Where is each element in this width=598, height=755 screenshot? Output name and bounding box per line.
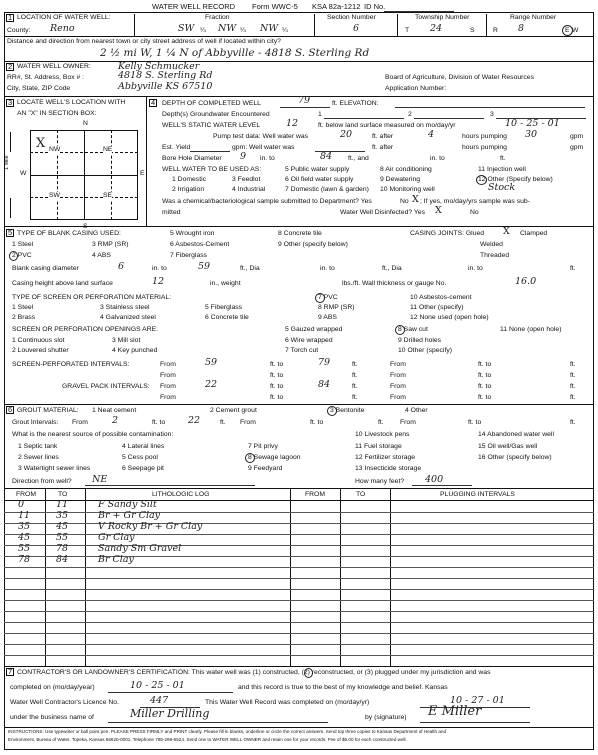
log-from: 78	[18, 554, 31, 565]
casing-height: 12	[152, 276, 165, 287]
township-label: Township Number	[415, 14, 470, 21]
use-8: 8 Air conditioning	[380, 166, 432, 173]
grout-title: GROUT MATERIAL:	[17, 407, 79, 414]
openings-title: SCREEN OR PERFORATION OPENINGS ARE:	[12, 326, 159, 333]
pump-test-label: Pump test data: Well water was	[213, 133, 309, 140]
city-value: Abbyville KS 67510	[118, 81, 213, 92]
depth-label: DEPTH OF COMPLETED WELL	[162, 100, 261, 107]
pump-value: 20	[340, 129, 353, 140]
county-label: County:	[7, 27, 31, 34]
casing-diameter: 6	[118, 261, 125, 272]
casing-title: TYPE OF BLANK CASING USED:	[17, 230, 121, 237]
range-label: Range Number	[510, 14, 557, 21]
grid-west: W	[20, 170, 27, 177]
section-7-number: 7	[8, 667, 13, 676]
fraction-label: Fraction	[205, 14, 230, 21]
use-3: 3 Feedlot	[232, 176, 261, 183]
section-3-title: LOCATE WELL'S LOCATION WITH	[17, 99, 126, 106]
county-value: Reno	[50, 23, 75, 34]
section-2-number: 2	[8, 62, 13, 71]
instructions-line-2: Environment, Bureau of Water, Topeka, Kansas 66620-0001. Telephone 785-296-5524. Send one to WATER WELL OWNER and retain one for your records. Fee of $5.00 for each constructed well.	[8, 737, 407, 742]
screen-to: 79	[318, 357, 331, 368]
signature: E Miller	[428, 704, 482, 719]
business-label: under the business name of	[10, 714, 94, 721]
bore-value: 9	[240, 151, 247, 162]
log-row-divider	[4, 534, 594, 535]
other-use-value: Stock	[488, 182, 516, 193]
grid-ne: NE	[103, 146, 113, 153]
signature-label: by (signature)	[365, 714, 407, 721]
log-from-header: FROM	[16, 491, 37, 498]
business-value: Miller Drilling	[130, 707, 210, 720]
plug-to-header: TO	[356, 491, 366, 498]
log-to-header: TO	[58, 491, 68, 498]
grid-south: S	[83, 223, 88, 230]
log-from: 45	[18, 532, 31, 543]
section-number-label: Section Number	[327, 14, 376, 21]
use-4: 4 Industrial	[232, 186, 266, 193]
use-10: 10 Monitoring well	[380, 186, 435, 193]
log-row-divider	[4, 545, 594, 546]
grout-to: 22	[188, 415, 201, 426]
after-hours: 4	[428, 129, 435, 140]
grid-se: SE	[103, 192, 113, 199]
completed-date: 10 - 25 - 01	[130, 680, 185, 691]
casing-joints-label: CASING JOINTS: Glued	[410, 230, 485, 237]
address-label: RR#, St. Address, Box # :	[7, 74, 85, 81]
log-row-divider	[4, 633, 594, 634]
license-value: 447	[150, 695, 169, 706]
instructions-line-1: INSTRUCTIONS: Use typewriter or ball point pen. PLEASE PRESS FIRMLY and PRINT clearly. Please fill in blanks, underline or circle the correct answers. Send top three copies to Kansas Department of Health and	[8, 729, 447, 734]
form-number: Form WWC-5	[252, 2, 298, 11]
use-6: 6 Oil field water supply	[285, 176, 354, 183]
log-to: 35	[56, 510, 69, 521]
gravel-to: 84	[318, 379, 331, 390]
address-value: 4818 S. Sterling Rd	[118, 70, 213, 81]
disinfected-x: X	[435, 205, 442, 216]
ksa-number: KSA 82a-1212	[312, 2, 361, 11]
township-value: 24	[430, 23, 443, 34]
log-row-divider	[4, 589, 594, 590]
gauge-value: 16.0	[515, 276, 537, 287]
quarter-3: NW	[260, 23, 279, 34]
quarter-2: NW	[218, 23, 237, 34]
city-label: City, State, ZIP Code	[7, 85, 71, 92]
location-x-mark: X	[36, 136, 46, 151]
grid-north: N	[83, 120, 88, 127]
certification-line-2: completed on (mo/day/year)	[10, 684, 95, 691]
application-label: Application Number:	[385, 85, 447, 92]
section-3-subtitle: AN "X" IN SECTION BOX:	[17, 110, 97, 117]
contamination-label: What is the nearest source of possible contamination:	[12, 431, 174, 438]
log-description: Br + Gr Clay	[98, 510, 161, 521]
static-date: 10 - 25 - 01	[505, 118, 560, 129]
how-many-value: 400	[425, 474, 444, 485]
log-description: F Sandy Silt	[98, 499, 157, 510]
log-row-divider	[4, 578, 594, 579]
est-yield-label: Est. Yield	[162, 144, 191, 151]
bore-label: Bore Hole Diameter	[162, 155, 222, 162]
gravel-from: 22	[205, 379, 218, 390]
log-row-divider	[4, 611, 594, 612]
log-description: V Rocky Br + Gr Clay	[98, 521, 203, 532]
log-from: 11	[18, 510, 31, 521]
use-7: 7 Domestic (lawn & garden)	[285, 186, 369, 193]
screen-from: 59	[205, 357, 218, 368]
license-label: Water Well Contractor's Licence No.	[10, 699, 119, 706]
log-description: Gr Clay	[98, 532, 135, 543]
form-title: WATER WELL RECORD	[152, 2, 236, 11]
use-5: 5 Public water supply	[285, 166, 350, 173]
log-from: 55	[18, 543, 31, 554]
use-9: 9 Dewatering	[380, 176, 421, 183]
quarter-1: SW	[178, 23, 195, 34]
log-to: 55	[56, 532, 69, 543]
plugging-header: PLUGGING INTERVALS	[440, 491, 515, 498]
grid-east: E	[140, 170, 145, 177]
log-row-divider	[4, 567, 594, 568]
distance-value: 2 ½ mi W, 1 ¼ N of Abbyville - 4818 S. Sterling Rd	[100, 47, 370, 59]
use-1: 1 Domestic	[172, 176, 206, 183]
log-row-divider	[4, 622, 594, 623]
section-6-number: 6	[8, 405, 13, 414]
log-row-divider	[4, 600, 594, 601]
chem-x: X	[412, 194, 419, 205]
grout-intervals-label: Grout Intervals:	[12, 419, 59, 426]
plug-from-header: FROM	[305, 491, 326, 498]
log-to: 78	[56, 543, 69, 554]
casing-to: 59	[198, 261, 211, 272]
section-5-number: 5	[8, 228, 13, 237]
log-row-divider	[4, 523, 594, 524]
groundwater-label: Depth(s) Groundwater Encountered	[162, 111, 270, 118]
distance-label: Distance and direction from nearest town or city street address of well if located within city?	[7, 38, 281, 45]
disinfected-label: Water Well Disinfected? Yes	[340, 209, 426, 216]
log-to: 11	[56, 499, 69, 510]
log-description: Br Clay	[98, 554, 134, 565]
use-12: 12 Other (Specify below)	[478, 176, 553, 183]
casing-height-label: Casing height above land surface	[12, 280, 113, 287]
section-2-title: WATER WELL OWNER:	[17, 63, 91, 70]
grout-from: 2	[112, 415, 119, 426]
glued-x: X	[503, 226, 510, 237]
owner-value: Kelly Schmucker	[118, 61, 200, 72]
grid-nw: NW	[49, 146, 61, 153]
direction-value: NE	[92, 474, 108, 485]
grid-sw: SW	[49, 192, 60, 199]
screen-title: TYPE OF SCREEN OR PERFORATION MATERIAL:	[12, 294, 172, 301]
chem-question: Was a chemical/bacteriological sample submitted to Department? Yes	[162, 198, 372, 205]
bore-to-value: 84	[320, 151, 333, 162]
use-11: 11 Injection well	[478, 166, 526, 173]
section-3-number: 3	[8, 98, 13, 107]
gpm-value: 30	[525, 129, 538, 140]
id-label: ID No.	[364, 2, 386, 11]
log-from: 0	[18, 499, 25, 510]
log-from: 35	[18, 521, 31, 532]
how-many-label: How many feet?	[355, 478, 405, 485]
board-label: Board of Agriculture, Division of Water Resources	[385, 74, 534, 81]
section-4-number: 4	[151, 98, 156, 107]
static-value: 12	[286, 118, 299, 129]
direction-label: Direction from well?	[12, 478, 72, 485]
log-row-divider	[4, 644, 594, 645]
one-mile-label: 1 Mile	[4, 155, 10, 170]
use-2: 2 Irrigation	[172, 186, 205, 193]
log-row-divider	[4, 655, 594, 656]
casing-diameter-label: Blank casing diameter	[12, 265, 79, 272]
log-to: 45	[56, 521, 69, 532]
lithologic-log-header: LITHOLOGIC LOG	[152, 491, 210, 498]
section-1-title: LOCATION OF WATER WELL:	[17, 14, 111, 21]
log-row-divider	[4, 512, 594, 513]
record-date: 10 - 27 - 01	[450, 695, 505, 706]
static-label: WELL'S STATIC WATER LEVEL	[162, 122, 261, 129]
section-1-number: 1	[8, 13, 13, 22]
depth-value: 79	[298, 95, 311, 106]
log-row-divider	[4, 556, 594, 557]
gravel-label: GRAVEL PACK INTERVALS:	[62, 383, 150, 390]
use-title: WELL WATER TO BE USED AS:	[162, 166, 262, 173]
log-to: 84	[56, 554, 69, 565]
certification-line-1: CONTRACTOR'S OR LANDOWNER'S CERTIFICATION: This water well was (1) constructed, (2) reconstructed, or (3) plugged under my jurisdiction and was	[17, 669, 491, 676]
section-value: 6	[353, 23, 360, 34]
log-description: Sandy Sm Gravel	[98, 543, 182, 554]
screen-intervals-label: SCREEN-PERFORATED INTERVALS:	[12, 361, 130, 368]
range-value: 8	[518, 23, 525, 34]
